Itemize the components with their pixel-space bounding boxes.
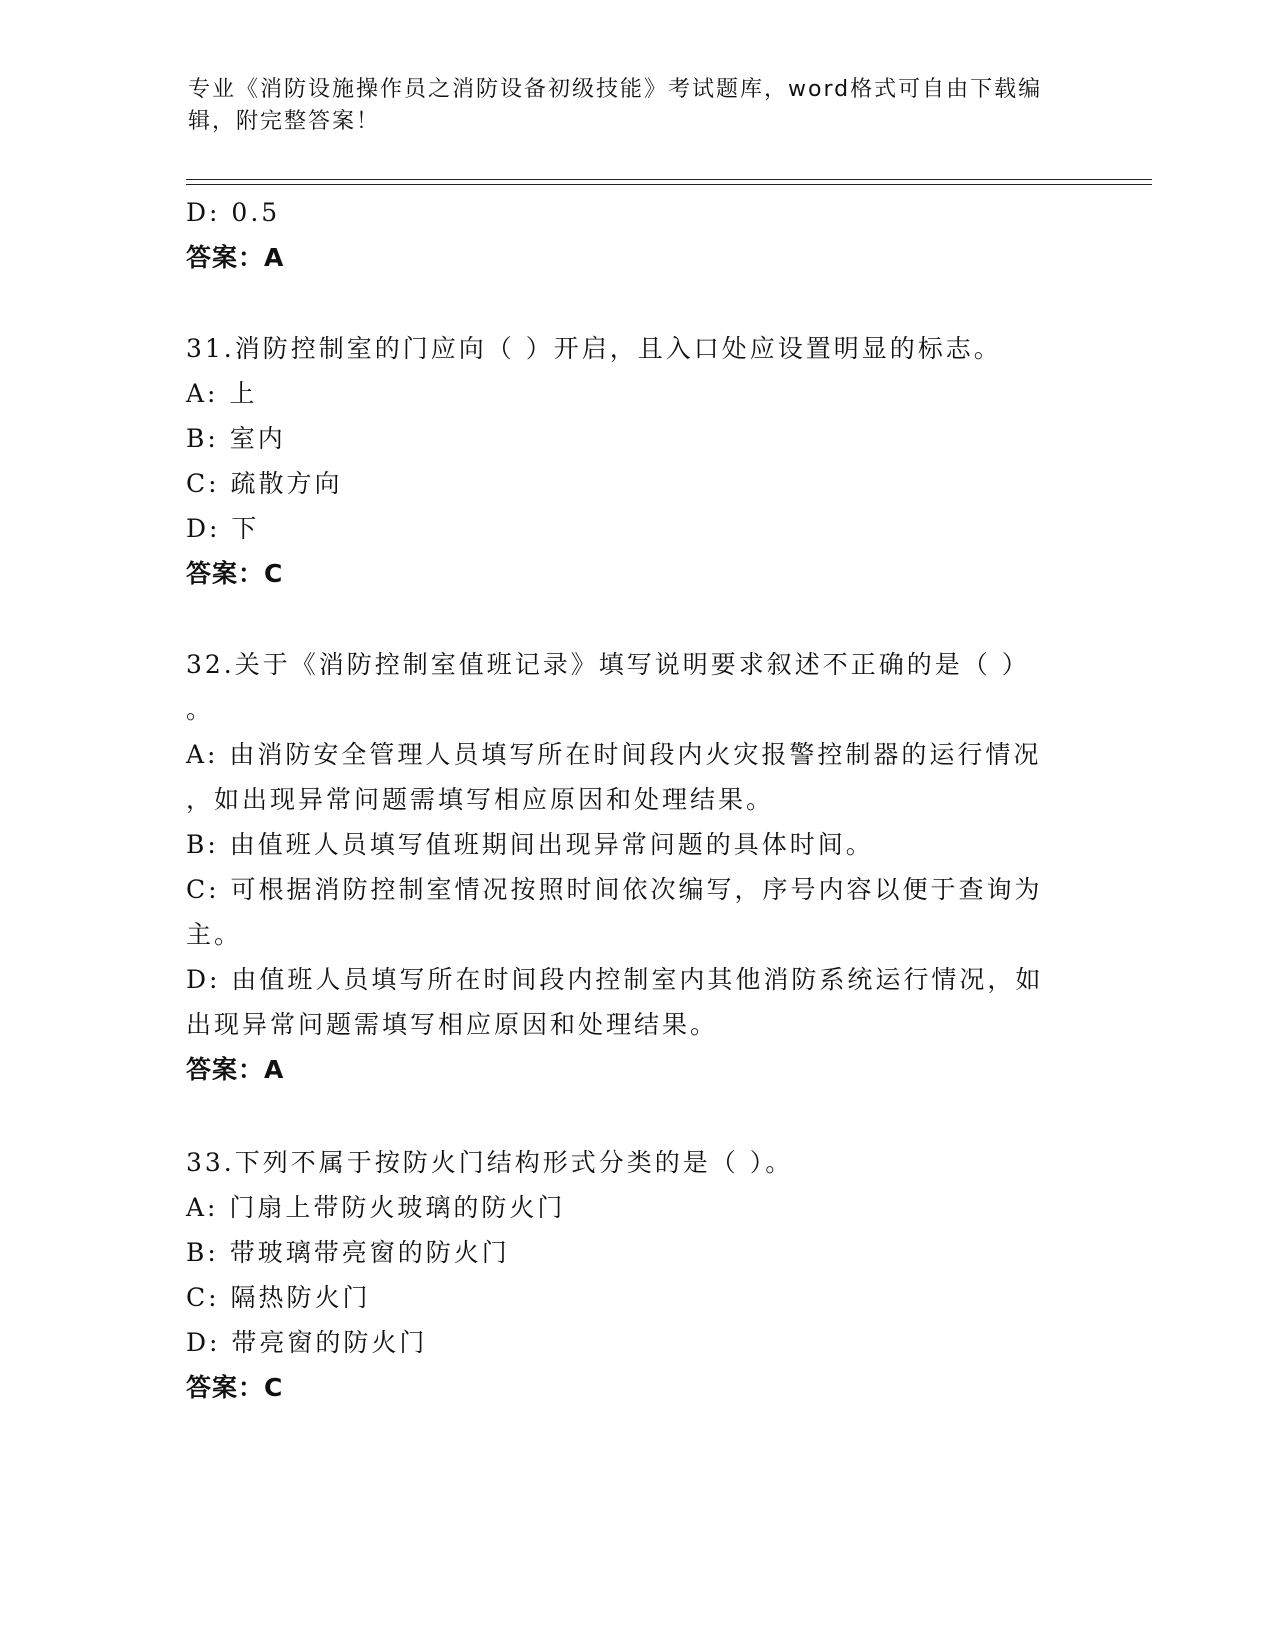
option-d-continued: 出现异常问题需填写相应原因和处理结果。: [186, 1010, 719, 1039]
option-d: D: 带亮窗的防火门: [186, 1328, 428, 1357]
option-b: B: 由值班人员填写值班期间出现异常问题的具体时间。: [186, 830, 874, 859]
spacer: [186, 280, 1086, 326]
question-stem: 31.消防控制室的门应向（ ）开启，且入口处应设置明显的标志。: [186, 334, 1002, 363]
option-d: D: 0.5: [186, 198, 281, 227]
option-c-continued: 主。: [186, 920, 243, 949]
option-b: B: 带玻璃带亮窗的防火门: [186, 1238, 510, 1267]
answer-label: 答案：A: [186, 243, 285, 272]
question-stem: 33.下列不属于按防火门结构形式分类的是（ ）。: [186, 1148, 794, 1177]
question-31: [186, 326, 1086, 596]
question-30-tail: [186, 190, 1086, 280]
header-divider-top: [186, 179, 1152, 180]
answer-label: 答案：A: [186, 1055, 285, 1084]
question-32: [186, 642, 1086, 1092]
header-text: 专业《消防设施操作员之消防设备初级技能》考试题库，word格式可自由下载编辑，附完整答案！: [188, 77, 1043, 134]
spacer: [186, 1092, 1086, 1140]
question-list: [186, 190, 1086, 1410]
question-stem-continued: 。: [186, 695, 215, 724]
option-a: A: 由消防安全管理人员填写所在时间段内火灾报警控制器的运行情况: [186, 740, 1042, 769]
document-header: [188, 74, 1068, 138]
option-c: C: 隔热防火门: [186, 1283, 371, 1312]
option-c: C: 疏散方向: [186, 469, 343, 498]
header-divider-bottom: [186, 184, 1152, 185]
answer-label: 答案：C: [186, 559, 284, 588]
answer-label: 答案：C: [186, 1373, 284, 1402]
option-c: C: 可根据消防控制室情况按照时间依次编写，序号内容以便于查询为: [186, 875, 1043, 904]
spacer: [186, 596, 1086, 642]
option-d: D: 由值班人员填写所在时间段内控制室内其他消防系统运行情况，如: [186, 965, 1044, 994]
option-b: B: 室内: [186, 424, 286, 453]
option-a-continued: ，如出现异常问题需填写相应原因和处理结果。: [186, 785, 775, 814]
question-stem: 32.关于《消防控制室值班记录》填写说明要求叙述不正确的是（ ）: [186, 650, 1030, 679]
option-d: D: 下: [186, 514, 260, 543]
option-a: A: 上: [186, 379, 258, 408]
question-33: [186, 1140, 1086, 1410]
option-a: A: 门扇上带防火玻璃的防火门: [186, 1193, 566, 1222]
